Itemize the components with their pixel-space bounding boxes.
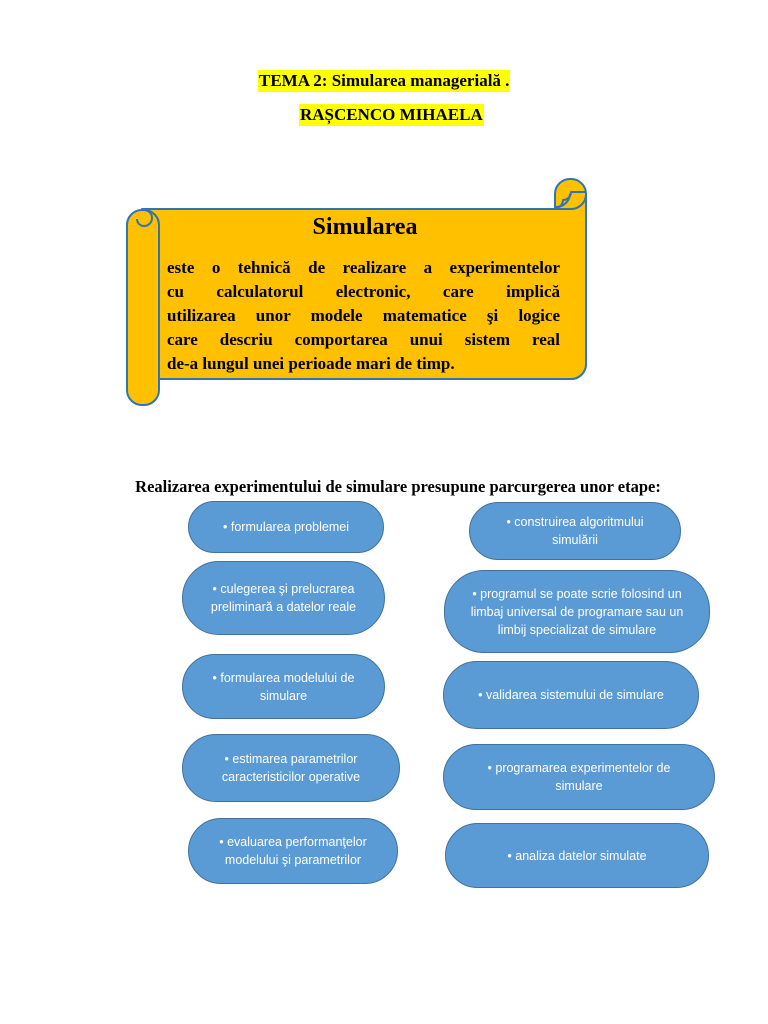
step-pill: • programul se poate scrie folosind un limbaj universal de programare sau un limbij specializat de simulare (444, 570, 710, 653)
definition-line: care descriu comportarea unui sistem real (167, 330, 560, 349)
definition-text (167, 256, 560, 376)
step-pill: • programarea experimentelor de simulare (443, 744, 715, 810)
document-title: TEMA 2: Simularea managerială . (259, 71, 510, 90)
definition-line: este o tehnică de realizare a experimentelor (167, 258, 560, 277)
definition-line: cu calculatorul electronic, care implică (167, 282, 560, 301)
step-pill: • formularea problemei (188, 501, 384, 553)
definition-line: utilizarea unor modele matematice şi logice (167, 306, 560, 325)
step-pill: • evaluarea performanţelor modelului şi parametrilor (188, 818, 398, 884)
steps-heading: Realizarea experimentului de simulare presupune parcurgerea unor etape: (135, 477, 661, 496)
step-pill: • culegerea şi prelucrarea preliminară a datelor reale (182, 561, 385, 635)
definition-line: de-a lungul unei perioade mari de timp. (167, 354, 455, 373)
definition-heading: Simularea (312, 214, 418, 240)
step-pill: • analiza datelor simulate (445, 823, 709, 888)
step-pill: • formularea modelului de simulare (182, 654, 385, 719)
step-pill: • construirea algoritmului simulării (469, 502, 681, 560)
step-pill: • estimarea parametrilor caracteristicilor operative (182, 734, 400, 802)
author-name: RAȘCENCO MIHAELA (300, 105, 483, 124)
step-pill: • validarea sistemului de simulare (443, 661, 699, 729)
